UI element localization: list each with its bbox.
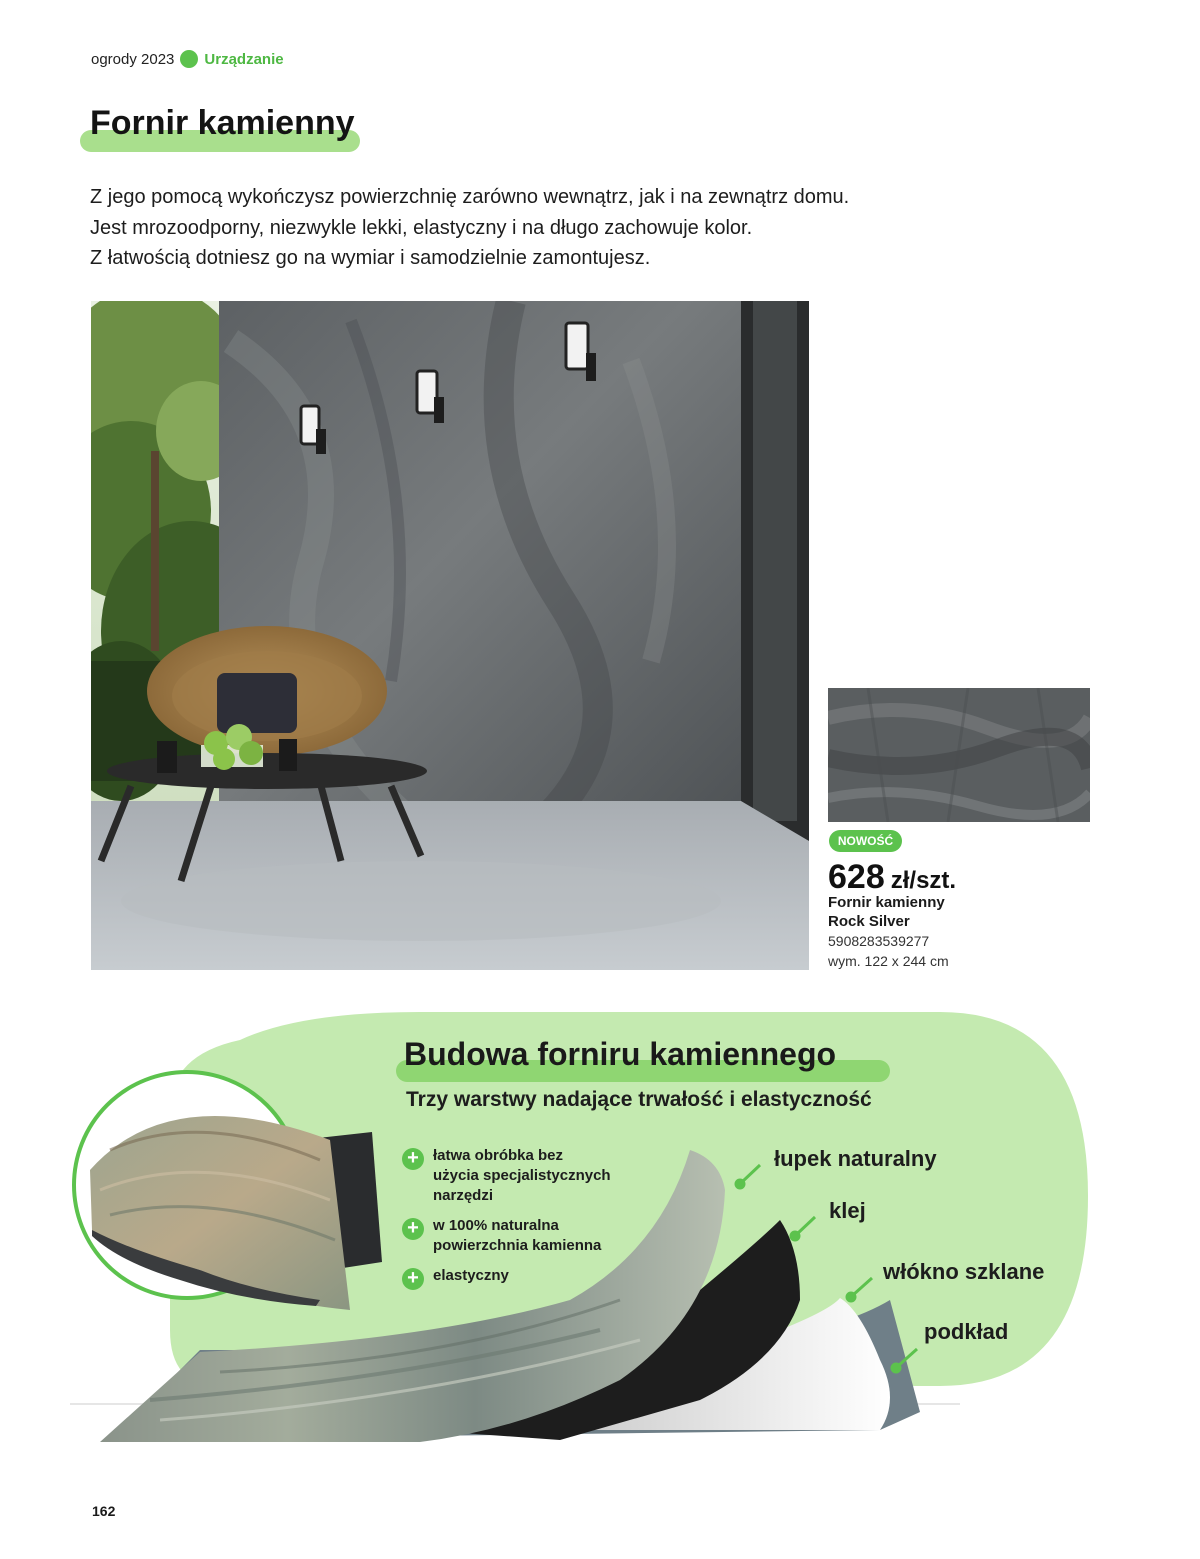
page-number: 162 [92,1503,116,1519]
product-dimensions: wym. 122 x 244 cm [828,953,949,969]
product-swatch-image [828,688,1090,822]
new-badge: NOWOŚĆ [829,830,902,852]
plus-icon: + [402,1148,424,1170]
feature-item [402,1266,662,1289]
product-name-line: Rock Silver [828,913,910,930]
layer-label-slate: łupek naturalny [774,1146,937,1171]
product-name-line: Fornir kamienny [828,894,945,911]
feature-text: narzędzi [433,1187,494,1204]
catalog-year: ogrody 2023 [91,50,175,68]
layer-label-adhesive: klej [829,1198,866,1223]
feature-item [402,1146,662,1206]
price-unit: zł/szt. [890,867,957,894]
feature-text: użycia specjalistycznych [433,1167,611,1184]
layer-label-backing: podkład [924,1319,1009,1344]
feature-text: elastyczny [433,1267,509,1284]
product-name [828,893,945,931]
page-title: Fornir kamienny [90,104,355,142]
hero-photo [91,301,809,970]
plus-icon: + [402,1268,424,1290]
layer-label-fiberglass: włókno szklane [883,1259,1045,1284]
structure-title-block [396,1034,896,1084]
feature-text: łatwa obróbka bez [433,1147,564,1164]
page-title-block [80,100,360,152]
feature-list [402,1146,662,1296]
section-name: Urządzanie [204,50,284,68]
structure-title: Budowa forniru kamiennego [404,1036,837,1072]
breadcrumb [91,50,284,68]
plus-icon: + [402,1218,424,1240]
feature-item [402,1216,662,1256]
product-meta [828,931,949,971]
feature-text: powierzchnia kamienna [433,1237,602,1254]
price-amount: 628 [828,858,885,896]
intro-line: Z jego pomocą wykończysz powierzchnię zarówno wewnątrz, jak i na zewnątrz domu. [90,186,850,208]
section-dot-icon [180,50,198,68]
product-ean: 5908283539277 [828,933,930,949]
feature-text: w 100% naturalna [433,1217,559,1234]
intro-line: Z łatwością dotniesz go na wymiar i samodzielnie zamontujesz. [90,247,651,269]
intro-text [90,182,990,274]
product-price [828,858,956,897]
intro-line: Jest mrozoodporny, niezwykle lekki, elastyczny i na długo zachowuje kolor. [90,216,753,239]
structure-subtitle: Trzy warstwy nadające trwałość i elastyczność [406,1088,872,1111]
